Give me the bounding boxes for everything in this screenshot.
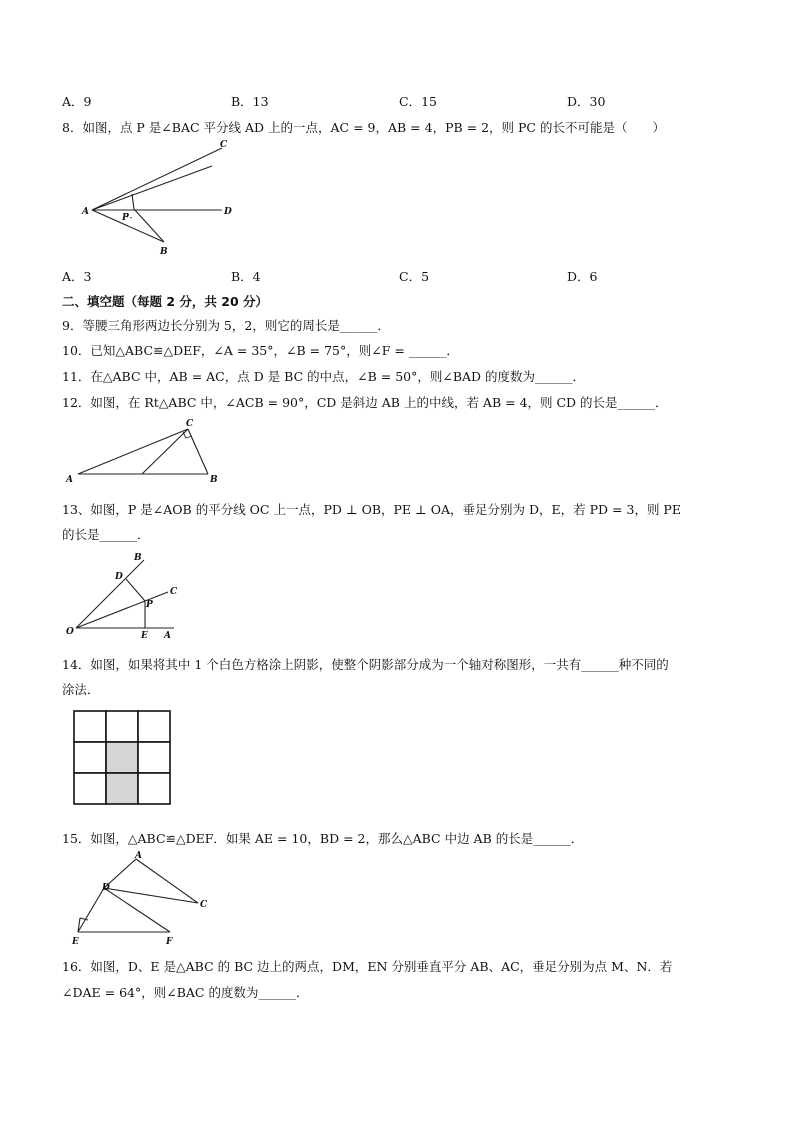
q13-label-p: P [146, 600, 153, 610]
q13-label-e: E [141, 631, 148, 641]
q13-figure [62, 552, 202, 642]
q11-text: 11．在△ABC 中，AB = AC，点 D 是 BC 的中点，∠B = 50°，则∠BAD 的度数为______． [62, 369, 586, 384]
q10-text: 10．已知△ABC≌△DEF，∠A = 35°，∠B = 75°，则∠F = ______． [62, 343, 459, 358]
q8-label-a: A [82, 207, 89, 217]
grid-cell [106, 711, 138, 742]
grid-cell [138, 773, 170, 804]
q8-label-c: C [220, 140, 228, 150]
grid-cell-shaded [106, 742, 138, 773]
q15-label-e: E [72, 937, 79, 947]
q12-label-b: B [210, 475, 218, 485]
q13-text-line1: 13、如图，P 是∠AOB 的平分线 OC 上一点，PD ⊥ OB，PE ⊥ OA，垂足分别为 D，E，若 PD = 3，则 PE [62, 502, 681, 517]
q12-label-a: A [66, 475, 73, 485]
section-2-title: 二、填空题（每题 2 分，共 20 分） [62, 294, 269, 309]
q15-label-c: C [200, 900, 208, 910]
q15-figure [66, 848, 226, 948]
grid-cell [74, 711, 106, 742]
q13-label-a: A [164, 631, 171, 641]
q12-text: 12．如图，在 Rt△ABC 中，∠ACB = 90°，CD 是斜边 AB 上的中线，若 AB = 4，则 CD 的长是______． [62, 395, 668, 410]
q8-option-d: D．6 [567, 269, 598, 284]
grid-cell-shaded [106, 773, 138, 804]
q8-label-b: B [160, 247, 168, 257]
q8-option-b: B．4 [231, 269, 261, 284]
q8-figure [62, 138, 302, 268]
q12-figure [62, 412, 242, 485]
q8-option-c: C．5 [399, 269, 430, 284]
q8-label-p: P [122, 213, 129, 223]
q13-label-d: D [115, 572, 123, 582]
q13-label-b: B [134, 553, 142, 563]
grid-cell [74, 742, 106, 773]
q8-option-a: A．3 [62, 269, 92, 284]
q9-text: 9．等腰三角形两边长分别为 5，2，则它的周长是______． [62, 318, 390, 333]
q14-text-line2: 涂法． [62, 682, 100, 697]
q15-label-f: F [166, 937, 173, 947]
q7-option-c: C．15 [399, 94, 437, 109]
q13-text-line2: 的长是______． [62, 527, 150, 542]
grid-cell [74, 773, 106, 804]
q7-option-b: B．13 [231, 94, 269, 109]
q13-label-c: C [170, 587, 178, 597]
q8-label-d: D [224, 207, 232, 217]
q14-text-line1: 14．如图，如果将其中 1 个白色方格涂上阴影，使整个阴影部分成为一个轴对称图形，一共有______种不同的 [62, 657, 669, 672]
q16-text-line1: 16．如图，D、E 是△ABC 的 BC 边上的两点，DM，EN 分别垂直平分 AB、AC，垂足分别为点 M、N．若 [62, 959, 673, 974]
q16-text-line2: ∠DAE = 64°，则∠BAC 的度数为______． [62, 985, 309, 1000]
grid-cell [138, 711, 170, 742]
q15-label-d: D [102, 883, 110, 893]
q15-label-a: A [135, 851, 142, 861]
q13-label-o: O [66, 627, 74, 637]
q8-text: 8．如图，点 P 是∠BAC 平分线 AD 上的一点，AC = 9，AB = 4，PB = 2，则 PC 的长不可能是（ ） [62, 120, 665, 135]
q7-option-d: D．30 [567, 94, 606, 109]
q15-text: 15．如图，△ABC≌△DEF．如果 AE = 10，BD = 2，那么△ABC 中边 AB 的长是______． [62, 831, 584, 846]
grid-cell [138, 742, 170, 773]
q12-label-c: C [186, 419, 194, 429]
q7-option-a: A．9 [62, 94, 92, 109]
q14-grid-figure [73, 710, 173, 806]
